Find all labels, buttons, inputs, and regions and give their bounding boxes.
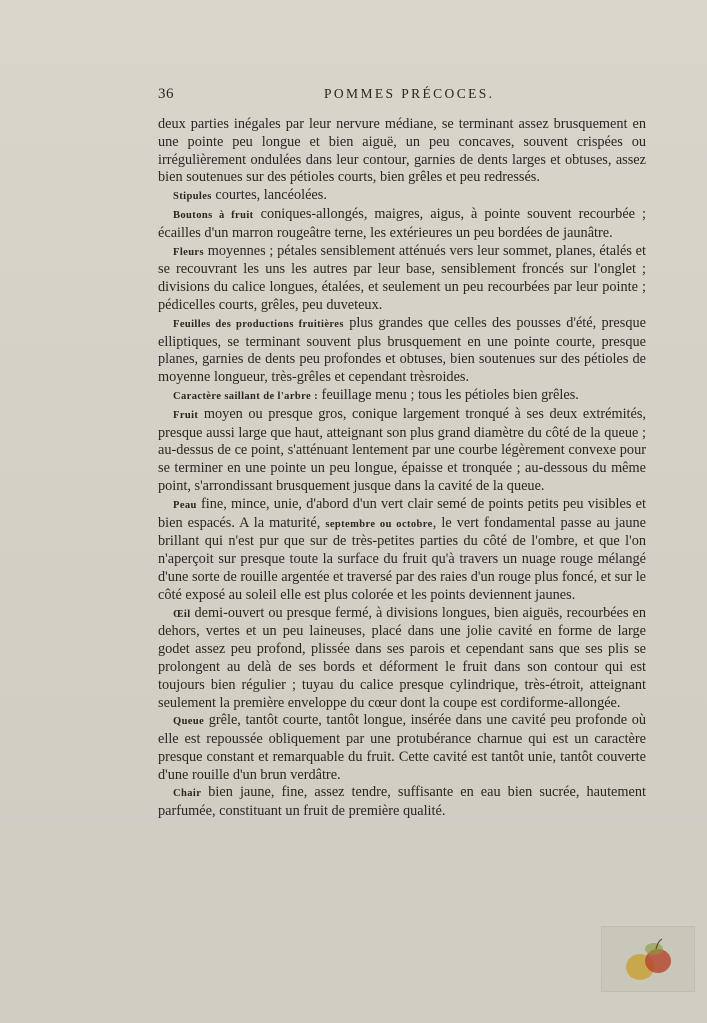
paragraph-peau <box>158 496 646 605</box>
paragraph-lead: Peau <box>173 499 197 511</box>
paragraph-text: coniques-allongés, maigres, aigus, à pointe souvent recourbée ; écailles d'un marron rougeâtre terne, les extérieures un peu bordées de jaunâtre. <box>158 205 646 241</box>
paragraph-lead: Chair <box>173 788 202 800</box>
page-body-text <box>158 116 646 821</box>
ripening-season: septembre ou octobre <box>325 518 433 530</box>
paragraph-lead: Boutons à fruit <box>173 209 254 221</box>
apple-fruit-icon <box>602 927 694 991</box>
paragraph-queue <box>158 712 646 784</box>
paragraph-text: courtes, lancéolées. <box>211 187 327 204</box>
paragraph-oeil <box>158 605 646 713</box>
page-number: 36 <box>158 86 174 102</box>
paragraph-fleurs <box>158 243 646 315</box>
paragraph-lead: Fruit <box>173 409 199 421</box>
paragraph-text: fine, mince, unie, d'abord d'un vert clair semé de points petits peu visibles et bien espacés. A la maturité, <box>158 495 646 531</box>
paragraph-text: , le vert fondamental passe au jaune brillant qui n'est pur que sur de très-petites parties du côté de l'ombre, et que l'on n'aperçoit sur presque toute la surface du fruit qu'à travers un nuage rouge mélangé d'une sorte de rouille argentée et traversé par des raies d'un rouge plus foncé, et sur le côté exposé au soleil elle est plus colorée et les points deviennent jaunes. <box>158 514 647 603</box>
paragraph-text: demi-ouvert ou presque fermé, à divisions longues, bien aiguës, recourbées en dehors, vertes et un peu laineuses, placé dans une jolie cavité en forme de large godet assez peu profond, plissée dans ses parois et cependant sans que ses plis se prolongent au delà de ses bords et déforment le fruit dans son contour qui est toujours bien régulier ; tuyau du calice presque cylindrique, très-étroit, atteignant seulement la première enveloppe du cœur dont la coupe est cordiforme-allongée. <box>158 604 646 711</box>
paragraph-boutons <box>158 206 646 243</box>
paragraph-stipules <box>158 187 646 206</box>
paragraph-lead: Fleurs <box>173 246 204 258</box>
paragraph-lead: Feuilles des productions fruitières <box>173 318 344 330</box>
paragraph-continuation <box>158 116 646 187</box>
paragraph-lead: Stipules <box>173 191 212 203</box>
paragraph-text: moyennes ; pétales sensiblement atténués vers leur sommet, planes, étalés et se recouvrant les uns les autres par leur base, sensiblement froncés sur l'onglet ; divisions du calice longues, étalées, et seulement un peu recourbées par leur pointe ; pédicelles courts, grêles, peu duveteux. <box>158 242 646 313</box>
paragraph-lead: Œil <box>173 608 191 620</box>
paragraph-text: deux parties inégales par leur nervure médiane, se terminant assez brusquement en une pointe peu longue et bien aiguë, un peu concaves, souvent crispées ou irrégulièrement ondulées dans leur contour, garnies de dents larges et obtuses, assez bien soutenues sur des pétioles courts, bien grêles et peu redressés. <box>158 116 646 186</box>
paragraph-chair <box>158 784 646 821</box>
paragraph-feuilles <box>158 315 646 387</box>
apple-thumbnail <box>601 926 695 992</box>
paragraph-caractere <box>158 387 646 406</box>
paragraph-text: plus grandes que celles des pousses d'été, presque elliptiques, se terminant souvent plus brusquement en une pointe courte, presque planes, garnies de dents peu profondes et obtuses, bien soutenues sur des pétioles de moyenne longueur, très-grêles et cependant trèsroides. <box>158 314 646 386</box>
paragraph-text: bien jaune, fine, assez tendre, suffisante en eau bien sucrée, hautement parfumée, constituant un fruit de première qualité. <box>158 784 646 820</box>
paragraph-lead: Caractère saillant de l'arbre : <box>173 390 318 402</box>
paragraph-text: grêle, tantôt courte, tantôt longue, insérée dans une cavité peu profonde où elle est repoussée obliquement par une protubérance charnue qui est un caractère presque constant et remarquable du fruit. Cette cavité est tantôt unie, tantôt couverte d'une rouille d'un brun verdâtre. <box>158 712 646 783</box>
paragraph-fruit <box>158 406 646 496</box>
page-header <box>158 86 648 106</box>
paragraph-text: feuillage menu ; tous les pétioles bien grêles. <box>317 386 579 403</box>
paragraph-text: moyen ou presque gros, conique largement tronqué à ses deux extrémités, presque aussi large que haut, atteignant son plus grand diamètre du côté de la queue ; au-dessus de ce point, s'atténuant lentement par une courbe légèrement convexe pour se terminer en une pointe un peu longue, épaisse et tronquée ; au-dessous du même point, s'arrondissant brusquement jusque dans la cavité de la queue. <box>158 405 646 494</box>
paragraph-lead: Queue <box>173 716 205 728</box>
running-title: POMMES PRÉCOCES. <box>324 86 495 101</box>
